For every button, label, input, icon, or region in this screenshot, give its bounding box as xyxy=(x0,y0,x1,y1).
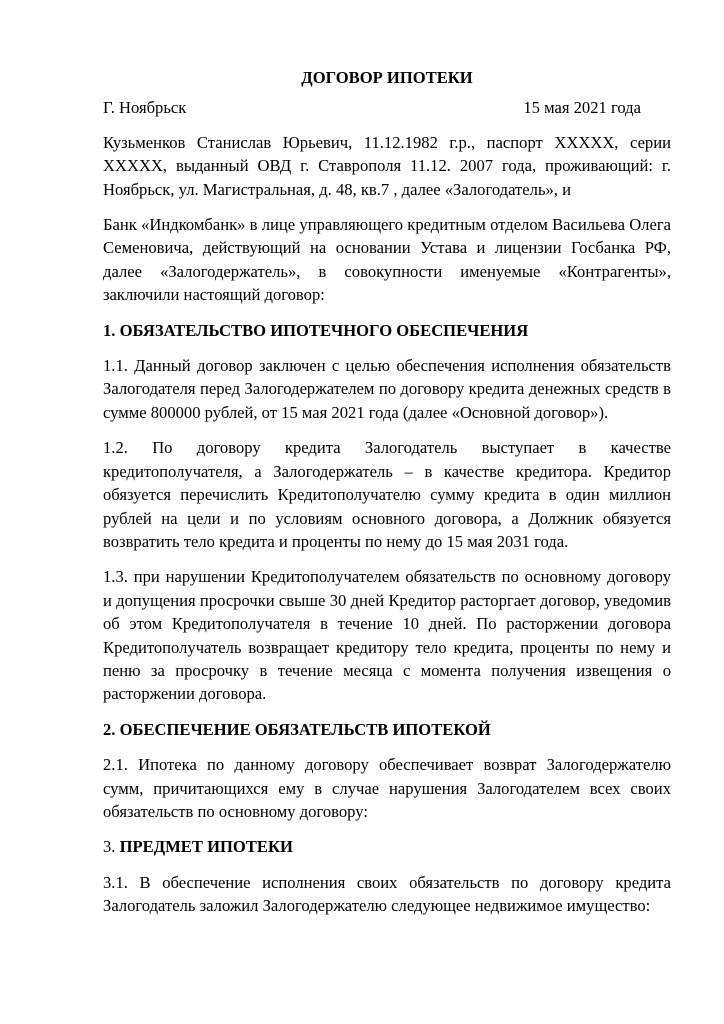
clause-1-1: 1.1. Данный договор заключен с целью обеспечения исполнения обязательств Залогодателя перед Залогодержателем по договору кредита денежных средств в сумме 800000 рублей, от 15 мая 2021 года (далее «Основной договор»). xyxy=(103,356,671,422)
section-1-heading: 1. ОБЯЗАТЕЛЬСТВО ИПОТЕЧНОГО ОБЕСПЕЧЕНИЯ xyxy=(103,320,529,340)
document-page xyxy=(103,66,671,930)
clause-3-1: 3.1. В обеспечение исполнения своих обязательств по договору кредита Залогодатель заложил Залогодержателю следующее недвижимое имущество: xyxy=(103,872,671,916)
party-pledgor: Кузьменков Станислав Юрьевич, 11.12.1982 г.р., паспорт ХХХХХ, серии ХХХХХ, выданный ОВД г. Ставрополя 11.12. 2007 года, проживающий: г. Ноябрьск, ул. Магистральная, д. 48, кв.7 , далее «Залогодатель», и xyxy=(103,132,671,199)
city: Г. Ноябрьск xyxy=(103,98,187,118)
clause-1-3: 1.3. при нарушении Кредитополучателем обязательств по основному договору и допущения просрочки свыше 30 дней Кредитор расторгает договор, уведомив об этом Кредитополучателя в течение 10 дней. По расторжении договора Кредитополучатель возвращает кредитору тело кредита, проценты по нему и пеню за просрочку в течение месяца с момента получения извещения о расторжении договора. xyxy=(103,567,671,704)
party-pledgee: Банк «Индкомбанк» в лице управляющего кредитным отделом Васильева Олега Семеновича, действующий на основании Устава и лицензии Госбанка РФ, далее «Залогодержатель», в совокупности именуемые «Контрагенты», заключили настоящий договор: xyxy=(103,215,671,305)
clause-2-1: 2.1. Ипотека по данному договору обеспечивает возврат Залогодержателю сумм, причитающихся ему в случае нарушения Залогодателем всех своих обязательств по основному договору: xyxy=(103,755,671,821)
clause-1-2: 1.2. По договору кредита Залогодатель выступает в качестве кредитополучателя, а Залогодержатель – в качестве кредитора. Кредитор обязуется перечислить Кредитополучателю сумму кредита в один миллион рублей на цели и по условиям основного договора, а Должник обязуется возвратить тело кредита и проценты по нему до 15 мая 2031 года. xyxy=(103,438,671,551)
section-3-title: ПРЕДМЕТ ИПОТЕКИ xyxy=(119,837,293,857)
section-2-heading: 2. ОБЕСПЕЧЕНИЕ ОБЯЗАТЕЛЬСТВ ИПОТЕКОЙ xyxy=(103,719,491,739)
section-3-number: 3. xyxy=(103,837,116,857)
contract-date: 15 мая 2021 года xyxy=(523,98,641,118)
place-date-line xyxy=(103,96,671,119)
section-3-heading xyxy=(103,835,671,858)
document-title: ДОГОВОР ИПОТЕКИ xyxy=(301,68,473,87)
